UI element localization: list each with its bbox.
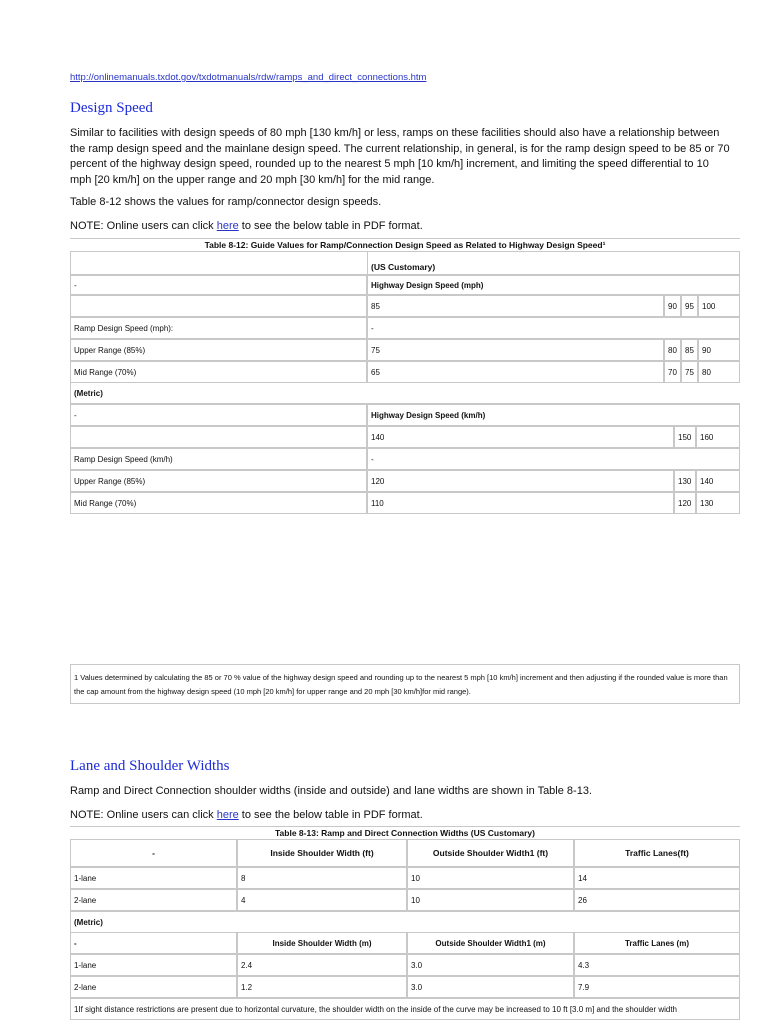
value-cell: 75	[367, 339, 664, 361]
value-cell: 120	[674, 492, 696, 514]
row-label: 2-lane	[70, 889, 237, 911]
table-812-footnote: 1 Values determined by calculating the 85 or 70 % value of the highway design speed and rounding up to the nearest 5 mph [10 km/h] increment and then adjusting if the rounded value is more than the cap amount from the highway design speed (10 mph [20 km/h] for upper range and 20 mph [30 km/h]for mid range).	[70, 664, 740, 704]
row-label: 1-lane	[70, 867, 237, 889]
speed-cell: 160	[696, 426, 740, 448]
pdf-note-1	[70, 219, 730, 235]
value-cell: 10	[407, 867, 574, 889]
value-cell: 4	[237, 889, 407, 911]
upper-range-label: Upper Range (85%)	[70, 470, 367, 492]
column-header: Inside Shoulder Width (m)	[237, 932, 407, 954]
value-cell: 3.0	[407, 976, 574, 998]
pdf-note-2	[70, 808, 730, 824]
speed-cell: 150	[674, 426, 696, 448]
table-8-13	[70, 826, 740, 1020]
value-cell: 65	[367, 361, 664, 383]
us-highway-speed-header: Highway Design Speed (mph)	[367, 275, 740, 295]
value-cell: 130	[674, 470, 696, 492]
value-cell: 14	[574, 867, 740, 889]
mid-range-label: Mid Range (70%)	[70, 361, 367, 383]
value-cell: 4.3	[574, 954, 740, 976]
lane-shoulder-paragraph: Ramp and Direct Connection shoulder widths (inside and outside) and lane widths are shown in Table 8-13.	[70, 785, 592, 797]
table-row	[70, 954, 740, 976]
column-header: Traffic Lanes (m)	[574, 932, 740, 954]
column-header: Outside Shoulder Width1 (m)	[407, 932, 574, 954]
dash-cell: -	[367, 448, 740, 470]
speed-cell: 140	[367, 426, 674, 448]
value-cell: 120	[367, 470, 674, 492]
pdf-link-1[interactable]: here	[216, 220, 239, 232]
table-row	[70, 889, 740, 911]
table-813-footnote: 1If sight distance restrictions are present due to horizontal curvature, the shoulder width on the inside of the curve may be increased to 10 ft [3.0 m] and the shoulder width	[70, 998, 740, 1020]
dash-cell: -	[70, 404, 367, 426]
value-cell: 2.4	[237, 954, 407, 976]
table-row	[70, 867, 740, 889]
table-8-12	[70, 238, 740, 514]
speed-cell: 85	[367, 295, 664, 317]
value-cell: 7.9	[574, 976, 740, 998]
note-text-post: to see the below table in PDF format.	[238, 220, 423, 232]
speed-cell: 90	[664, 295, 681, 317]
table-row	[70, 976, 740, 998]
speed-cell: 95	[681, 295, 698, 317]
note-text-pre: NOTE: Online users can click	[70, 809, 217, 821]
table-812-intro: Table 8-12 shows the values for ramp/connector design speeds.	[70, 196, 382, 208]
column-header: -	[70, 839, 237, 867]
value-cell: 110	[367, 492, 674, 514]
design-speed-paragraph: Similar to facilities with design speeds of 80 mph [130 km/h] or less, ramps on these facilities should also have a relationship between the ramp design speed and the mainlane design speed. The current relationship, in general, is for the ramp design speed to be 85 or 70 percent of the highway design speed, rounded up to the nearest 5 mph [10 km/h] increment, and limiting the speed differential to 10 mph [20 km/h] on the upper range and 20 mph [30 km/h] for the mid range.	[70, 127, 730, 186]
metric-label: (Metric)	[70, 382, 740, 404]
value-cell: 85	[681, 339, 698, 361]
value-cell: 70	[664, 361, 681, 383]
value-cell: 90	[698, 339, 740, 361]
source-url-link[interactable]: http://onlinemanuals.txdot.gov/txdotmanuals/rdw/ramps_and_direct_connections.htm	[70, 72, 427, 83]
metric-label: (Metric)	[70, 911, 740, 933]
dash-cell: -	[367, 317, 740, 339]
pdf-link-2[interactable]: here	[216, 809, 239, 821]
row-label: 1-lane	[70, 954, 237, 976]
note-text-pre: NOTE: Online users can click	[70, 220, 217, 232]
value-cell: 140	[696, 470, 740, 492]
column-header: Inside Shoulder Width (ft)	[237, 839, 407, 867]
design-speed-heading: Design Speed	[70, 100, 153, 116]
mid-range-label: Mid Range (70%)	[70, 492, 367, 514]
value-cell: 80	[698, 361, 740, 383]
column-header: Outside Shoulder Width1 (ft)	[407, 839, 574, 867]
table-813-caption: Table 8-13: Ramp and Direct Connection Widths (US Customary)	[70, 826, 740, 839]
value-cell: 3.0	[407, 954, 574, 976]
column-header: -	[70, 932, 237, 954]
dash-cell: -	[70, 275, 367, 295]
value-cell: 80	[664, 339, 681, 361]
speed-cell: 100	[698, 295, 740, 317]
metric-ramp-speed-label: Ramp Design Speed (km/h)	[70, 448, 367, 470]
table-812-caption: Table 8-12: Guide Values for Ramp/Connection Design Speed as Related to Highway Design Speed¹	[70, 238, 740, 251]
value-cell: 75	[681, 361, 698, 383]
note-text-post: to see the below table in PDF format.	[238, 809, 423, 821]
row-label: 2-lane	[70, 976, 237, 998]
column-header: Traffic Lanes(ft)	[574, 839, 740, 867]
value-cell: 10	[407, 889, 574, 911]
value-cell: 26	[574, 889, 740, 911]
value-cell: 130	[696, 492, 740, 514]
upper-range-label: Upper Range (85%)	[70, 339, 367, 361]
lane-shoulder-heading: Lane and Shoulder Widths	[70, 758, 230, 774]
us-customary-label: (US Customary)	[367, 251, 740, 275]
value-cell: 1.2	[237, 976, 407, 998]
value-cell: 8	[237, 867, 407, 889]
ramp-speed-label: Ramp Design Speed (mph):	[70, 317, 367, 339]
metric-highway-speed-header: Highway Design Speed (km/h)	[367, 404, 740, 426]
